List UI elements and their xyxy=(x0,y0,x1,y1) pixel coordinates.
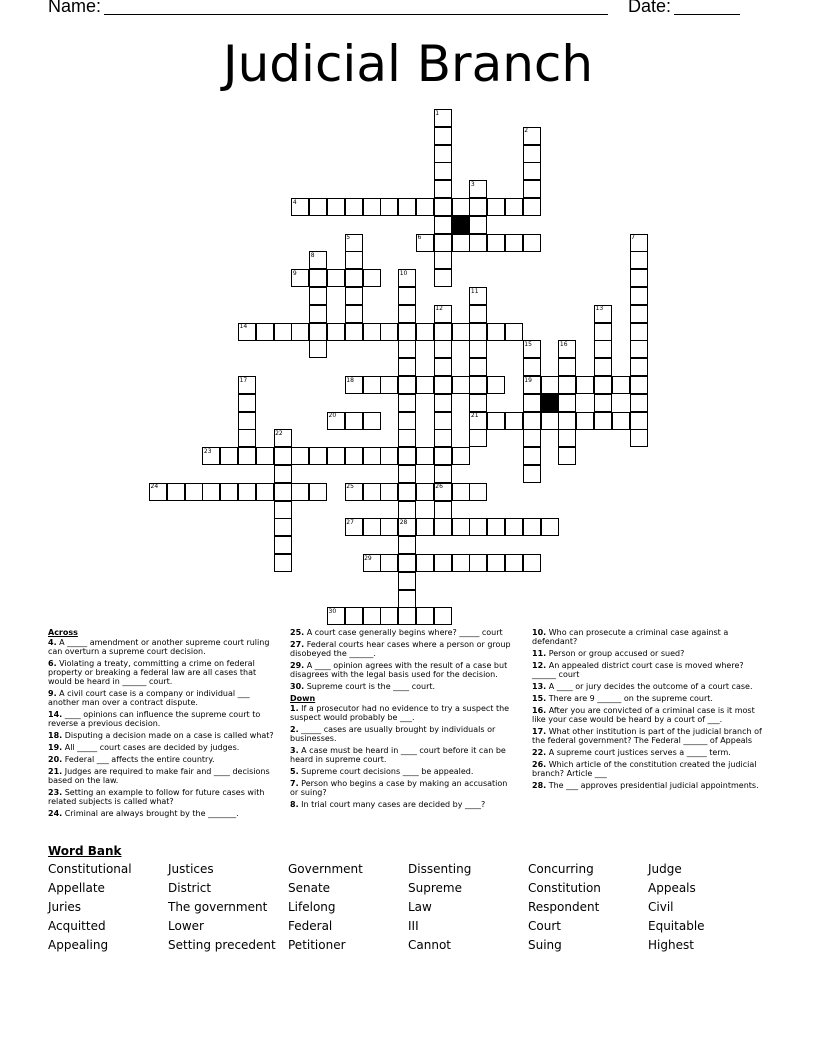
crossword-cell[interactable] xyxy=(309,483,327,501)
crossword-cell[interactable] xyxy=(398,554,416,572)
crossword-cell[interactable] xyxy=(220,447,238,465)
clues-column-3 xyxy=(532,628,768,793)
crossword-cell[interactable] xyxy=(363,483,381,501)
crossword-cell[interactable] xyxy=(363,412,381,430)
crossword-cell[interactable] xyxy=(274,536,292,554)
crossword-cell[interactable] xyxy=(434,501,452,519)
crossword-cell[interactable] xyxy=(523,358,541,376)
crossword-cell[interactable] xyxy=(380,483,398,501)
crossword-cell[interactable] xyxy=(398,501,416,519)
clue-number: 17 xyxy=(239,376,248,384)
crossword-cell[interactable] xyxy=(416,607,434,625)
crossword-cell[interactable] xyxy=(594,340,612,358)
crossword-cell[interactable] xyxy=(469,483,487,501)
word-bank-item: Concurring xyxy=(528,862,594,876)
crossword-cell[interactable] xyxy=(469,394,487,412)
clue-down-11: 11. Person or group accused or sued? xyxy=(532,649,685,658)
crossword-cell[interactable] xyxy=(274,447,292,465)
crossword-cell[interactable] xyxy=(434,465,452,483)
crossword-cell[interactable] xyxy=(309,305,327,323)
clue-number: 24 xyxy=(150,483,159,491)
word-bank-item: Constitution xyxy=(528,881,601,895)
crossword-cell[interactable] xyxy=(523,145,541,163)
crossword-cell[interactable] xyxy=(238,394,256,412)
clue-across-24: 24. Criminal are always brought by the _______. xyxy=(48,809,239,818)
crossword-cell[interactable] xyxy=(523,429,541,447)
crossword-cell[interactable] xyxy=(380,607,398,625)
crossword-cell[interactable] xyxy=(274,465,292,483)
clue-across-4: 4. A _____ amendment or another supreme court ruling can overturn a supreme court decision. xyxy=(48,638,270,656)
crossword-cell[interactable] xyxy=(274,501,292,519)
crossword-cell[interactable] xyxy=(523,180,541,198)
clue-number: 26 xyxy=(435,483,443,491)
crossword-cell[interactable] xyxy=(469,518,487,536)
crossword-cell[interactable] xyxy=(594,394,612,412)
crossword-cell[interactable] xyxy=(612,376,630,394)
crossword-cell[interactable] xyxy=(523,447,541,465)
word-bank-item: Petitioner xyxy=(288,938,346,952)
word-bank-item: Lower xyxy=(168,919,204,933)
crossword-cell[interactable] xyxy=(576,376,594,394)
crossword-cell[interactable] xyxy=(363,376,381,394)
crossword-cell[interactable] xyxy=(327,198,345,216)
crossword-cell[interactable] xyxy=(345,287,363,305)
word-bank-item: Juries xyxy=(48,900,82,914)
crossword-cell[interactable] xyxy=(469,216,487,234)
down-heading: Down xyxy=(290,694,316,703)
crossword-cell[interactable] xyxy=(523,465,541,483)
clue-number: 5 xyxy=(346,234,351,242)
crossword-cell[interactable] xyxy=(594,376,612,394)
clue-down-15: 15. There are 9 ______ on the supreme court. xyxy=(532,694,713,703)
word-bank-item: The government xyxy=(168,900,268,914)
crossword-cell[interactable] xyxy=(630,251,648,269)
clue-across-30: 30. Supreme court is the ____ court. xyxy=(290,682,436,691)
crossword-cell[interactable] xyxy=(487,554,505,572)
crossword-cell[interactable] xyxy=(541,412,559,430)
across-heading: Across xyxy=(48,628,78,637)
word-bank-item: Justices xyxy=(168,862,214,876)
crossword-cell[interactable] xyxy=(487,234,505,252)
clue-number: 2 xyxy=(524,127,529,135)
clue-across-6: 6. Violating a treaty, committing a crime on federal property or breaking a federal law are all cases that would be heard in ______ court. xyxy=(48,659,257,686)
clues-column-1 xyxy=(48,628,278,821)
clue-number: 15 xyxy=(524,340,532,348)
crossword-cell[interactable] xyxy=(238,429,256,447)
word-bank-item: District xyxy=(168,881,212,895)
word-bank-item: Appeals xyxy=(648,881,696,895)
word-bank-item: Civil xyxy=(648,900,674,914)
clue-number: 3 xyxy=(470,180,475,188)
crossword-cell[interactable] xyxy=(380,323,398,341)
crossword-cell[interactable] xyxy=(630,394,648,412)
crossword-cell[interactable] xyxy=(505,323,523,341)
clue-number: 7 xyxy=(631,234,635,242)
clue-down-1: 1. If a prosecutor had no evidence to try a suspect the suspect would probably be ___. xyxy=(290,704,510,722)
crossword-cell[interactable] xyxy=(416,198,434,216)
crossword-cell[interactable] xyxy=(256,323,274,341)
clue-number: 21 xyxy=(470,412,479,420)
crossword-cell[interactable] xyxy=(469,358,487,376)
clue-down-8: 8. In trial court many cases are decided by ____? xyxy=(290,800,486,809)
crossword-cell[interactable] xyxy=(523,394,541,412)
crossword-cell[interactable] xyxy=(363,269,381,287)
crossword-cell[interactable] xyxy=(185,483,203,501)
crossword-cell[interactable] xyxy=(220,483,238,501)
crossword-cell[interactable] xyxy=(487,323,505,341)
clue-number: 18 xyxy=(346,376,354,384)
clue-number: 8 xyxy=(310,251,315,259)
crossword-cell[interactable] xyxy=(363,447,381,465)
clue-down-28: 28. The ___ approves presidential judicial appointments. xyxy=(532,781,759,790)
clue-across-18: 18. Disputing a decision made on a case is called what? xyxy=(48,731,274,740)
crossword-cell[interactable] xyxy=(345,412,363,430)
word-bank-item: Cannot xyxy=(408,938,451,952)
crossword-cell[interactable] xyxy=(558,376,576,394)
word-bank-item: Lifelong xyxy=(288,900,336,914)
crossword-cell[interactable] xyxy=(327,269,345,287)
clue-across-29: 29. A ____ opinion agrees with the result of a case but disagrees with the legal basis used for the decision. xyxy=(290,661,508,679)
clue-number: 19 xyxy=(524,376,532,384)
crossword-cell[interactable] xyxy=(452,198,470,216)
crossword-cell[interactable] xyxy=(434,376,452,394)
crossword-cell[interactable] xyxy=(594,323,612,341)
crossword-cell[interactable] xyxy=(434,412,452,430)
word-bank-item: Senate xyxy=(288,881,331,895)
crossword-cell[interactable] xyxy=(523,518,541,536)
crossword-cell[interactable] xyxy=(505,554,523,572)
crossword-cell[interactable] xyxy=(434,145,452,163)
crossword-cell[interactable] xyxy=(452,376,470,394)
crossword-cell[interactable] xyxy=(434,269,452,287)
crossword-cell[interactable] xyxy=(434,162,452,180)
word-bank-item: Court xyxy=(528,919,561,933)
clue-down-7: 7. Person who begins a case by making an accusation or suing? xyxy=(290,779,508,797)
clues-column-2 xyxy=(290,628,518,812)
crossword-cell[interactable] xyxy=(505,518,523,536)
crossword-cell[interactable] xyxy=(558,447,576,465)
clue-across-20: 20. Federal ___ affects the entire country. xyxy=(48,755,215,764)
crossword-cell[interactable] xyxy=(452,483,470,501)
crossword-cell[interactable] xyxy=(291,483,309,501)
crossword-block xyxy=(452,216,470,234)
crossword-cell[interactable] xyxy=(434,358,452,376)
crossword-cell[interactable] xyxy=(434,234,452,252)
crossword-cell[interactable] xyxy=(452,518,470,536)
crossword-cell[interactable] xyxy=(380,554,398,572)
word-bank-item: Constitutional xyxy=(48,862,132,876)
crossword-cell[interactable] xyxy=(398,572,416,590)
crossword-cell[interactable] xyxy=(469,554,487,572)
crossword-cell[interactable] xyxy=(398,358,416,376)
crossword-cell[interactable] xyxy=(398,429,416,447)
page-title: Judicial Branch xyxy=(222,35,594,93)
crossword-cell[interactable] xyxy=(523,554,541,572)
clue-down-26: 26. Which article of the constitution created the judicial branch? Article ___ xyxy=(532,760,757,778)
crossword-cell[interactable] xyxy=(345,323,363,341)
crossword-cell[interactable] xyxy=(345,607,363,625)
crossword-cell[interactable] xyxy=(416,518,434,536)
crossword-cell[interactable] xyxy=(398,607,416,625)
clue-down-5: 5. Supreme court decisions ____ be appealed. xyxy=(290,767,474,776)
crossword-cell[interactable] xyxy=(309,198,327,216)
crossword-cell[interactable] xyxy=(541,376,559,394)
crossword-cell[interactable] xyxy=(630,269,648,287)
crossword-cell[interactable] xyxy=(398,287,416,305)
crossword-cell[interactable] xyxy=(238,483,256,501)
crossword-cell[interactable] xyxy=(398,447,416,465)
crossword-cell[interactable] xyxy=(630,429,648,447)
word-bank-item: Respondent xyxy=(528,900,600,914)
clue-number: 23 xyxy=(203,447,212,455)
word-bank-item: Acquitted xyxy=(48,919,106,933)
clue-down-12: 12. An appealed district court case is moved where? ______ court xyxy=(532,661,744,679)
crossword-cell[interactable] xyxy=(416,554,434,572)
crossword-cell[interactable] xyxy=(434,394,452,412)
crossword-block xyxy=(541,394,559,412)
crossword-cell[interactable] xyxy=(434,518,452,536)
clue-number: 16 xyxy=(559,340,568,348)
crossword-cell[interactable] xyxy=(487,412,505,430)
clue-down-13: 13. A ____ or jury decides the outcome of a court case. xyxy=(532,682,753,691)
crossword-cell[interactable] xyxy=(487,376,505,394)
crossword-cell[interactable] xyxy=(469,305,487,323)
word-bank-item: Judge xyxy=(648,862,682,876)
crossword-cell[interactable] xyxy=(416,376,434,394)
clue-number: 13 xyxy=(595,305,604,313)
crossword-cell[interactable] xyxy=(398,412,416,430)
word-bank-item: Suing xyxy=(528,938,562,952)
crossword-cell[interactable] xyxy=(398,198,416,216)
word-bank-item: Equitable xyxy=(648,919,705,933)
crossword-cell[interactable] xyxy=(558,358,576,376)
crossword-cell[interactable] xyxy=(434,127,452,145)
crossword-cell[interactable] xyxy=(291,447,309,465)
crossword-cell[interactable] xyxy=(202,483,220,501)
crossword-cell[interactable] xyxy=(469,323,487,341)
crossword-cell[interactable] xyxy=(452,234,470,252)
clue-number: 9 xyxy=(292,269,297,277)
crossword-cell[interactable] xyxy=(363,323,381,341)
crossword-cell[interactable] xyxy=(558,394,576,412)
crossword-cell[interactable] xyxy=(452,554,470,572)
crossword-cell[interactable] xyxy=(469,234,487,252)
crossword-cell[interactable] xyxy=(434,554,452,572)
crossword-cell[interactable] xyxy=(541,518,559,536)
crossword-cell[interactable] xyxy=(398,483,416,501)
word-bank-item: Government xyxy=(288,862,363,876)
word-bank-item: Setting precedent xyxy=(168,938,276,952)
clue-across-25: 25. A court case generally begins where? _____ court xyxy=(290,628,503,637)
crossword-cell[interactable] xyxy=(469,376,487,394)
crossword-cell[interactable] xyxy=(345,251,363,269)
crossword-cell[interactable] xyxy=(505,234,523,252)
crossword-cell[interactable] xyxy=(594,412,612,430)
crossword-cell[interactable] xyxy=(630,358,648,376)
clue-number: 28 xyxy=(399,518,408,526)
clue-down-22: 22. A supreme court justices serves a _____ term. xyxy=(532,748,731,757)
clue-across-14: 14. ____ opinions can influence the supreme court to reverse a previous decision. xyxy=(48,710,261,728)
crossword-cell[interactable] xyxy=(487,198,505,216)
crossword-cell[interactable] xyxy=(380,376,398,394)
crossword-cell[interactable] xyxy=(469,429,487,447)
crossword-cell[interactable] xyxy=(452,447,470,465)
crossword-cell[interactable] xyxy=(398,305,416,323)
crossword-cell[interactable] xyxy=(487,518,505,536)
crossword-cell[interactable] xyxy=(309,269,327,287)
word-bank-item: III xyxy=(408,919,419,933)
clue-across-21: 21. Judges are required to make fair and ____ decisions based on the law. xyxy=(48,767,270,785)
clue-number: 29 xyxy=(364,554,372,562)
word-bank xyxy=(48,862,788,957)
crossword-cell[interactable] xyxy=(327,447,345,465)
crossword-cell[interactable] xyxy=(398,376,416,394)
crossword-cell[interactable] xyxy=(398,323,416,341)
crossword-cell[interactable] xyxy=(380,518,398,536)
crossword-cell[interactable] xyxy=(309,447,327,465)
crossword-cell[interactable] xyxy=(327,323,345,341)
clue-number: 4 xyxy=(292,198,297,206)
crossword-cell[interactable] xyxy=(434,607,452,625)
crossword-cell[interactable] xyxy=(630,412,648,430)
crossword-cell[interactable] xyxy=(274,554,292,572)
clue-across-19: 19. All _____ court cases are decided by judges. xyxy=(48,743,240,752)
clue-number: 12 xyxy=(435,305,443,313)
crossword-cell[interactable] xyxy=(630,376,648,394)
crossword-cell[interactable] xyxy=(594,358,612,376)
word-bank-item: Supreme xyxy=(408,881,462,895)
clue-number: 11 xyxy=(470,287,479,295)
clue-across-27: 27. Federal courts hear cases where a person or group disobeyed the ______. xyxy=(290,640,511,658)
clue-down-16: 16. After you are convicted of a criminal case is it most like your case would be heard by a court of ___. xyxy=(532,706,755,724)
crossword-cell[interactable] xyxy=(380,198,398,216)
crossword-cell[interactable] xyxy=(630,287,648,305)
clue-down-10: 10. Who can prosecute a criminal case against a defendant? xyxy=(532,628,729,646)
clue-across-9: 9. A civil court case is a company or individual ___ another man over a contract dispute. xyxy=(48,689,250,707)
clue-number: 27 xyxy=(346,518,354,526)
word-bank-title: Word Bank xyxy=(48,844,122,858)
crossword-cell[interactable] xyxy=(469,198,487,216)
crossword-cell[interactable] xyxy=(398,340,416,358)
clue-number: 25 xyxy=(346,483,354,491)
date-label: Date: xyxy=(628,0,672,16)
crossword-cell[interactable] xyxy=(291,323,309,341)
crossword-cell[interactable] xyxy=(363,607,381,625)
crossword-cell[interactable] xyxy=(345,447,363,465)
clue-number: 30 xyxy=(328,607,337,615)
clue-down-2: 2. _____ cases are usually brought by individuals or businesses. xyxy=(290,725,496,743)
clue-number: 1 xyxy=(435,109,440,117)
clue-number: 22 xyxy=(275,429,283,437)
crossword-cell[interactable] xyxy=(523,234,541,252)
clue-number: 20 xyxy=(328,412,337,420)
word-bank-item: Law xyxy=(408,900,432,914)
clue-number: 6 xyxy=(417,234,422,242)
crossword-cell[interactable] xyxy=(309,323,327,341)
crossword-cell[interactable] xyxy=(434,180,452,198)
name-label: Name: xyxy=(48,0,102,16)
crossword-cell[interactable] xyxy=(256,483,274,501)
crossword-cell[interactable] xyxy=(345,269,363,287)
crossword-cell[interactable] xyxy=(434,216,452,234)
crossword-cell[interactable] xyxy=(309,287,327,305)
word-bank-item: Appealing xyxy=(48,938,109,952)
word-bank-item: Appellate xyxy=(48,881,105,895)
crossword-cell[interactable] xyxy=(434,198,452,216)
crossword-cell[interactable] xyxy=(523,198,541,216)
crossword-cell[interactable] xyxy=(505,412,523,430)
crossword-cell[interactable] xyxy=(345,305,363,323)
crossword-cell[interactable] xyxy=(363,518,381,536)
crossword-cell[interactable] xyxy=(452,323,470,341)
crossword-cell[interactable] xyxy=(398,394,416,412)
crossword-cell[interactable] xyxy=(523,412,541,430)
clue-number: 10 xyxy=(399,269,408,277)
word-bank-item: Dissenting xyxy=(408,862,472,876)
crossword-cell[interactable] xyxy=(505,198,523,216)
crossword-cell[interactable] xyxy=(416,447,434,465)
crossword-cell[interactable] xyxy=(398,465,416,483)
crossword-cell[interactable] xyxy=(612,412,630,430)
crossword-cell[interactable] xyxy=(380,447,398,465)
crossword-cell[interactable] xyxy=(256,447,274,465)
crossword-cell[interactable] xyxy=(434,447,452,465)
crossword-cell[interactable] xyxy=(274,323,292,341)
crossword-cell[interactable] xyxy=(398,590,416,608)
crossword-cell[interactable] xyxy=(523,162,541,180)
crossword-cell[interactable] xyxy=(630,340,648,358)
crossword-cell[interactable] xyxy=(274,518,292,536)
clue-down-17: 17. What other institution is part of the judicial branch of the federal government? The Federal ______ of Appeals xyxy=(532,727,762,745)
crossword-cell[interactable] xyxy=(434,323,452,341)
crossword-cell[interactable] xyxy=(558,429,576,447)
crossword-cell[interactable] xyxy=(416,323,434,341)
crossword-cell[interactable] xyxy=(345,198,363,216)
clue-down-3: 3. A case must be heard in ____ court before it can be heard in supreme court. xyxy=(290,746,506,764)
crossword-cell[interactable] xyxy=(469,340,487,358)
crossword-cell[interactable] xyxy=(416,483,434,501)
clue-across-23: 23. Setting an example to follow for future cases with related subjects is called what? xyxy=(48,788,265,806)
crossword-cell[interactable] xyxy=(434,429,452,447)
crossword-cell[interactable] xyxy=(309,340,327,358)
crossword-cell[interactable] xyxy=(558,412,576,430)
crossword-cell[interactable] xyxy=(434,340,452,358)
crossword-cell[interactable] xyxy=(167,483,185,501)
crossword-cell[interactable] xyxy=(630,305,648,323)
crossword-cell[interactable] xyxy=(274,483,292,501)
word-bank-item: Federal xyxy=(288,919,333,933)
crossword-cell[interactable] xyxy=(238,412,256,430)
word-bank-item: Highest xyxy=(648,938,694,952)
crossword-cell[interactable] xyxy=(630,323,648,341)
crossword-cell[interactable] xyxy=(238,447,256,465)
crossword-cell[interactable] xyxy=(576,412,594,430)
crossword-cell[interactable] xyxy=(434,251,452,269)
crossword-cell[interactable] xyxy=(398,536,416,554)
clue-number: 14 xyxy=(239,323,248,331)
crossword-cell[interactable] xyxy=(363,198,381,216)
